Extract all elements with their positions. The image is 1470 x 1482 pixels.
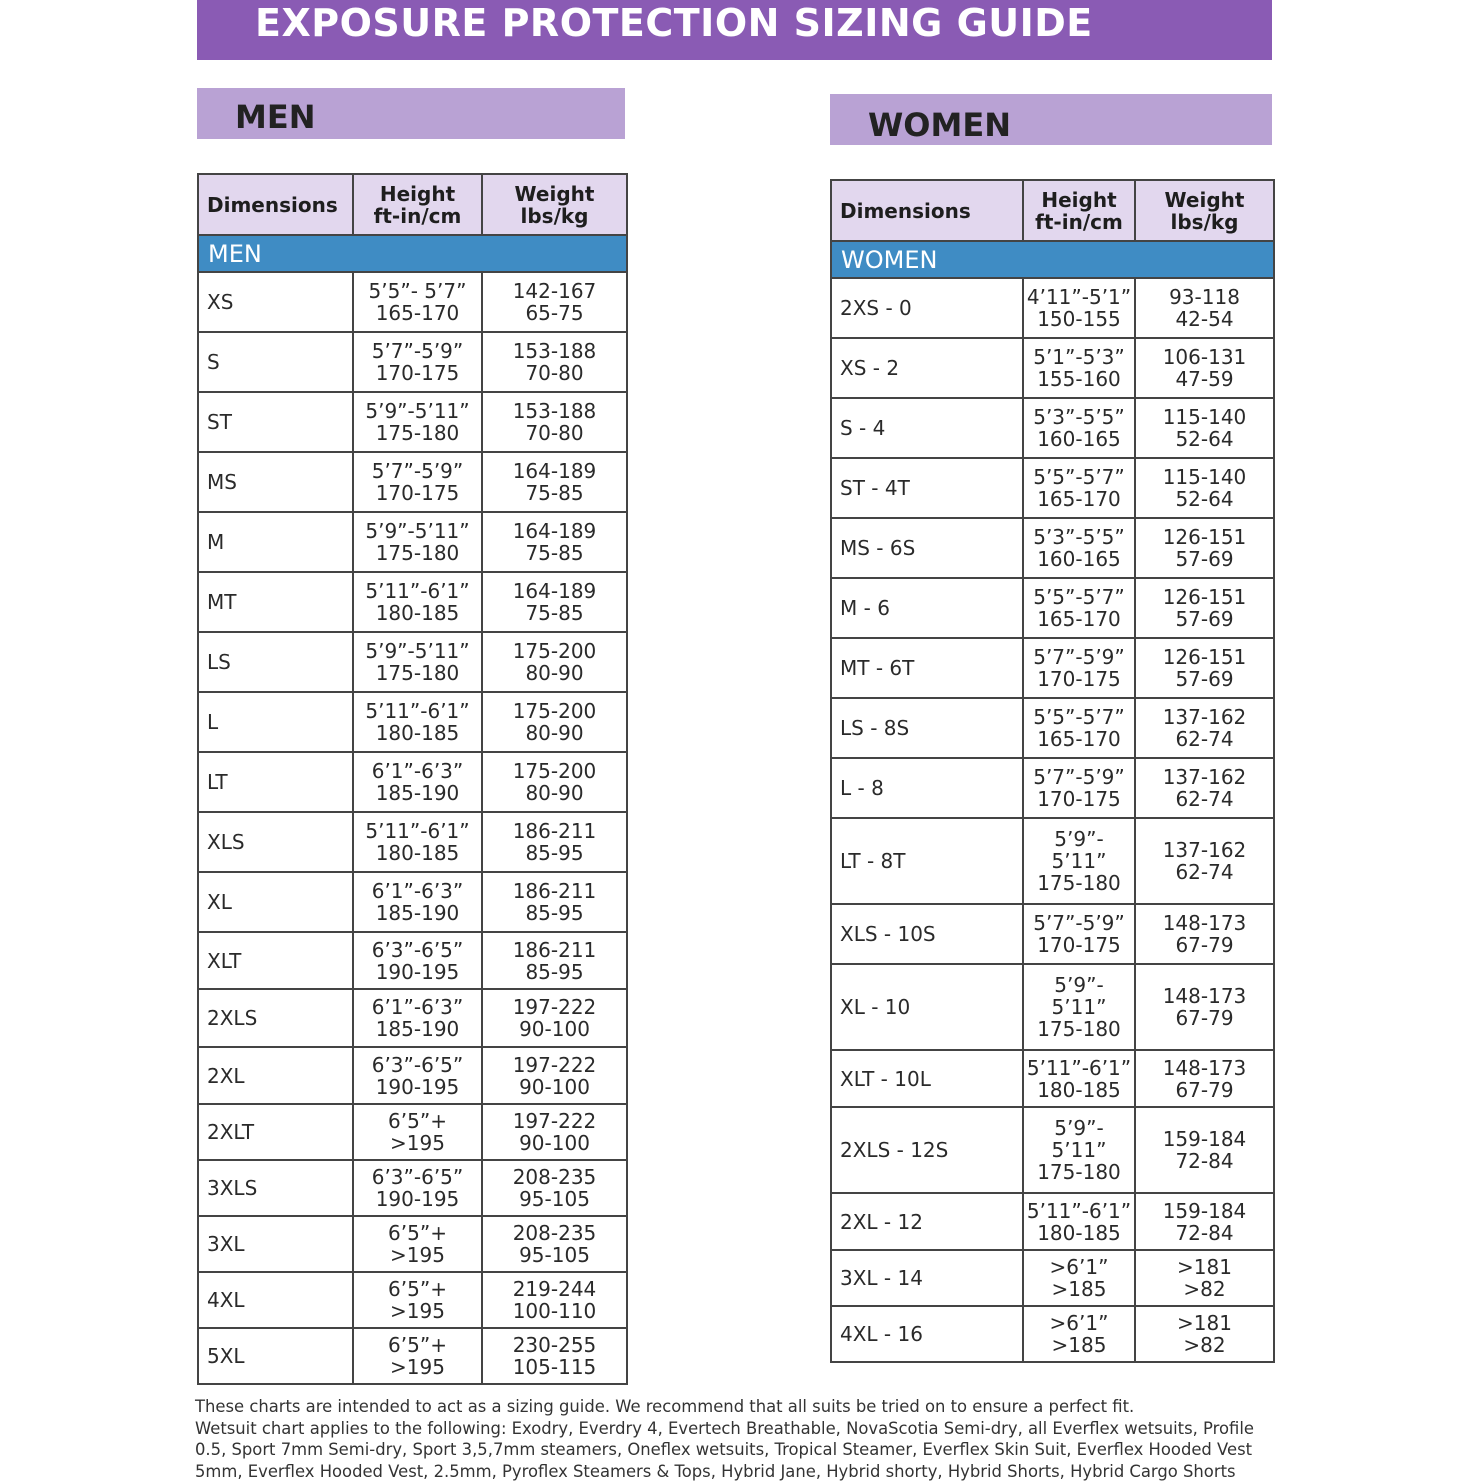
table-row <box>831 964 1274 1050</box>
height-cell: 5’5”-5’7” 165-170 <box>1023 578 1135 638</box>
weight-cell: 164-189 75-85 <box>482 512 627 572</box>
table-row <box>198 1160 627 1216</box>
table-row <box>198 1216 627 1272</box>
weight-cell: 208-235 95-105 <box>482 1160 627 1216</box>
weight-cell: 126-151 57-69 <box>1135 638 1274 698</box>
height-cell: 5’9”- 5’11” 175-180 <box>1023 818 1135 904</box>
size-cell: ST <box>198 392 353 452</box>
table-row <box>198 692 627 752</box>
weight-cell: 93-118 42-54 <box>1135 278 1274 338</box>
size-cell: S <box>198 332 353 392</box>
title-banner <box>197 0 1272 60</box>
size-cell: MT <box>198 572 353 632</box>
height-cell: 5’11”-6’1” 180-185 <box>353 812 482 872</box>
table-row <box>198 512 627 572</box>
height-cell: 5’7”-5’9” 170-175 <box>353 332 482 392</box>
height-cell: 5’9”- 5’11” 175-180 <box>1023 1107 1135 1193</box>
height-cell: >6’1” >185 <box>1023 1250 1135 1306</box>
weight-cell: 106-131 47-59 <box>1135 338 1274 398</box>
table-row <box>831 458 1274 518</box>
footnote-line-1: These charts are intended to act as a sizing guide. We recommend that all suits be tried on to ensure a perfect fit. <box>195 1396 1265 1418</box>
table-row <box>198 1328 627 1384</box>
height-cell: 5’11”-6’1” 180-185 <box>353 572 482 632</box>
height-cell: 6’5”+ >195 <box>353 1216 482 1272</box>
size-cell: LT - 8T <box>831 818 1023 904</box>
header-weight: Weight lbs/kg <box>482 174 627 235</box>
weight-cell: 137-162 62-74 <box>1135 698 1274 758</box>
table-row <box>831 698 1274 758</box>
height-cell: 5’11”-6’1” 180-185 <box>1023 1193 1135 1250</box>
table-row <box>831 398 1274 458</box>
height-cell: >6’1” >185 <box>1023 1306 1135 1362</box>
size-cell: L - 8 <box>831 758 1023 818</box>
women-section-header <box>830 94 1272 145</box>
weight-cell: 148-173 67-79 <box>1135 904 1274 964</box>
size-cell: 2XL <box>198 1047 353 1104</box>
height-cell: 6’1”-6’3” 185-190 <box>353 872 482 932</box>
size-cell: 2XLS - 12S <box>831 1107 1023 1193</box>
weight-cell: 208-235 95-105 <box>482 1216 627 1272</box>
size-cell: XL - 10 <box>831 964 1023 1050</box>
height-cell: 5’7”-5’9” 170-175 <box>1023 904 1135 964</box>
height-cell: 5’9”-5’11” 175-180 <box>353 392 482 452</box>
table-row <box>198 872 627 932</box>
weight-cell: 186-211 85-95 <box>482 932 627 989</box>
height-cell: 6’1”-6’3” 185-190 <box>353 752 482 812</box>
weight-cell: 115-140 52-64 <box>1135 398 1274 458</box>
table-row <box>831 1193 1274 1250</box>
height-cell: 5’9”-5’11” 175-180 <box>353 512 482 572</box>
women-band: WOMEN <box>831 241 1274 278</box>
table-row <box>831 1306 1274 1362</box>
height-cell: 4’11”-5’1” 150-155 <box>1023 278 1135 338</box>
weight-cell: 148-173 67-79 <box>1135 964 1274 1050</box>
weight-cell: 164-189 75-85 <box>482 572 627 632</box>
height-cell: 6’5”+ >195 <box>353 1328 482 1384</box>
weight-cell: 159-184 72-84 <box>1135 1193 1274 1250</box>
table-row <box>198 752 627 812</box>
table-row <box>198 932 627 989</box>
table-row <box>831 1107 1274 1193</box>
weight-cell: 126-151 57-69 <box>1135 578 1274 638</box>
size-cell: MS <box>198 452 353 512</box>
table-row <box>198 332 627 392</box>
header-weight: Weight lbs/kg <box>1135 180 1274 241</box>
height-cell: 5’7”-5’9” 170-175 <box>353 452 482 512</box>
header-height: Height ft-in/cm <box>1023 180 1135 241</box>
header-height: Height ft-in/cm <box>353 174 482 235</box>
women-section-label: WOMEN <box>868 106 1011 144</box>
height-cell: 5’7”-5’9” 170-175 <box>1023 758 1135 818</box>
table-row <box>198 572 627 632</box>
size-cell: 4XL - 16 <box>831 1306 1023 1362</box>
size-cell: LS - 8S <box>831 698 1023 758</box>
weight-cell: 186-211 85-95 <box>482 872 627 932</box>
weight-cell: 219-244 100-110 <box>482 1272 627 1328</box>
size-cell: XLT - 10L <box>831 1050 1023 1107</box>
size-cell: M <box>198 512 353 572</box>
height-cell: 5’11”-6’1” 180-185 <box>353 692 482 752</box>
men-size-table <box>197 173 628 1385</box>
size-cell: 2XLS <box>198 989 353 1047</box>
women-size-table <box>830 179 1275 1363</box>
weight-cell: 197-222 90-100 <box>482 1047 627 1104</box>
height-cell: 6’3”-6’5” 190-195 <box>353 1160 482 1216</box>
size-cell: XS - 2 <box>831 338 1023 398</box>
height-cell: 5’3”-5’5” 160-165 <box>1023 398 1135 458</box>
weight-cell: >181 >82 <box>1135 1306 1274 1362</box>
weight-cell: 159-184 72-84 <box>1135 1107 1274 1193</box>
table-row <box>831 818 1274 904</box>
footnote-line-2: Wetsuit chart applies to the following: Exodry, Everdry 4, Evertech Breathable, NovaScotia Semi-dry, all Everflex wetsuits, Profile 0.5, Sport 7mm Semi-dry, Sport 3,5,7mm steamers, Oneflex wetsuits, Tropical Steamer, Everflex Skin Suit, Everflex Hooded Vest 5mm, Everflex Hooded Vest, 2.5mm, Pyroflex Steamers & Tops, Hybrid Jane, Hybrid shorty, Hybrid Shorts, Hybrid Cargo Shorts <box>195 1418 1265 1482</box>
weight-cell: 175-200 80-90 <box>482 692 627 752</box>
size-cell: 4XL <box>198 1272 353 1328</box>
weight-cell: 137-162 62-74 <box>1135 818 1274 904</box>
table-row <box>198 392 627 452</box>
weight-cell: 164-189 75-85 <box>482 452 627 512</box>
size-cell: 2XS - 0 <box>831 278 1023 338</box>
weight-cell: 142-167 65-75 <box>482 272 627 332</box>
size-cell: 3XL <box>198 1216 353 1272</box>
size-cell: MT - 6T <box>831 638 1023 698</box>
height-cell: 6’3”-6’5” 190-195 <box>353 1047 482 1104</box>
height-cell: 5’5”-5’7” 165-170 <box>1023 698 1135 758</box>
header-dimensions: Dimensions <box>831 180 1023 241</box>
height-cell: 6’5”+ >195 <box>353 1104 482 1160</box>
height-cell: 5’5”-5’7” 165-170 <box>1023 458 1135 518</box>
size-cell: XL <box>198 872 353 932</box>
table-row <box>831 338 1274 398</box>
height-cell: 5’11”-6’1” 180-185 <box>1023 1050 1135 1107</box>
header-dimensions: Dimensions <box>198 174 353 235</box>
size-cell: 3XL - 14 <box>831 1250 1023 1306</box>
men-section-header <box>197 88 625 139</box>
table-row <box>831 638 1274 698</box>
size-cell: XLT <box>198 932 353 989</box>
men-band: MEN <box>198 235 627 272</box>
height-cell: 5’9”-5’11” 175-180 <box>353 632 482 692</box>
men-section-label: MEN <box>235 98 315 136</box>
table-row <box>831 518 1274 578</box>
size-cell: 5XL <box>198 1328 353 1384</box>
size-cell: 3XLS <box>198 1160 353 1216</box>
size-cell: XLS <box>198 812 353 872</box>
footnote <box>195 1396 1265 1482</box>
weight-cell: 175-200 80-90 <box>482 752 627 812</box>
table-row <box>198 812 627 872</box>
table-row <box>198 989 627 1047</box>
height-cell: 5’7”-5’9” 170-175 <box>1023 638 1135 698</box>
height-cell: 6’1”-6’3” 185-190 <box>353 989 482 1047</box>
size-cell: MS - 6S <box>831 518 1023 578</box>
size-cell: 2XLT <box>198 1104 353 1160</box>
weight-cell: 197-222 90-100 <box>482 1104 627 1160</box>
weight-cell: 148-173 67-79 <box>1135 1050 1274 1107</box>
height-cell: 5’9”- 5’11” 175-180 <box>1023 964 1135 1050</box>
weight-cell: 126-151 57-69 <box>1135 518 1274 578</box>
height-cell: 5’5”- 5’7” 165-170 <box>353 272 482 332</box>
table-row <box>198 632 627 692</box>
size-cell: XLS - 10S <box>831 904 1023 964</box>
table-row <box>198 272 627 332</box>
weight-cell: 197-222 90-100 <box>482 989 627 1047</box>
table-row <box>831 578 1274 638</box>
size-cell: LS <box>198 632 353 692</box>
height-cell: 5’3”-5’5” 160-165 <box>1023 518 1135 578</box>
page-title: EXPOSURE PROTECTION SIZING GUIDE <box>255 0 1093 46</box>
weight-cell: >181 >82 <box>1135 1250 1274 1306</box>
size-cell: LT <box>198 752 353 812</box>
weight-cell: 186-211 85-95 <box>482 812 627 872</box>
table-row <box>198 452 627 512</box>
table-row <box>831 1250 1274 1306</box>
height-cell: 6’5”+ >195 <box>353 1272 482 1328</box>
table-row <box>831 1050 1274 1107</box>
size-cell: XS <box>198 272 353 332</box>
size-cell: ST - 4T <box>831 458 1023 518</box>
table-row <box>831 904 1274 964</box>
size-cell: M - 6 <box>831 578 1023 638</box>
size-cell: 2XL - 12 <box>831 1193 1023 1250</box>
weight-cell: 153-188 70-80 <box>482 332 627 392</box>
table-row <box>831 278 1274 338</box>
weight-cell: 115-140 52-64 <box>1135 458 1274 518</box>
height-cell: 5’1”-5’3” 155-160 <box>1023 338 1135 398</box>
weight-cell: 175-200 80-90 <box>482 632 627 692</box>
table-row <box>198 1272 627 1328</box>
table-row <box>198 1104 627 1160</box>
height-cell: 6’3”-6’5” 190-195 <box>353 932 482 989</box>
weight-cell: 137-162 62-74 <box>1135 758 1274 818</box>
size-cell: S - 4 <box>831 398 1023 458</box>
table-row <box>831 758 1274 818</box>
weight-cell: 153-188 70-80 <box>482 392 627 452</box>
table-row <box>198 1047 627 1104</box>
size-cell: L <box>198 692 353 752</box>
weight-cell: 230-255 105-115 <box>482 1328 627 1384</box>
